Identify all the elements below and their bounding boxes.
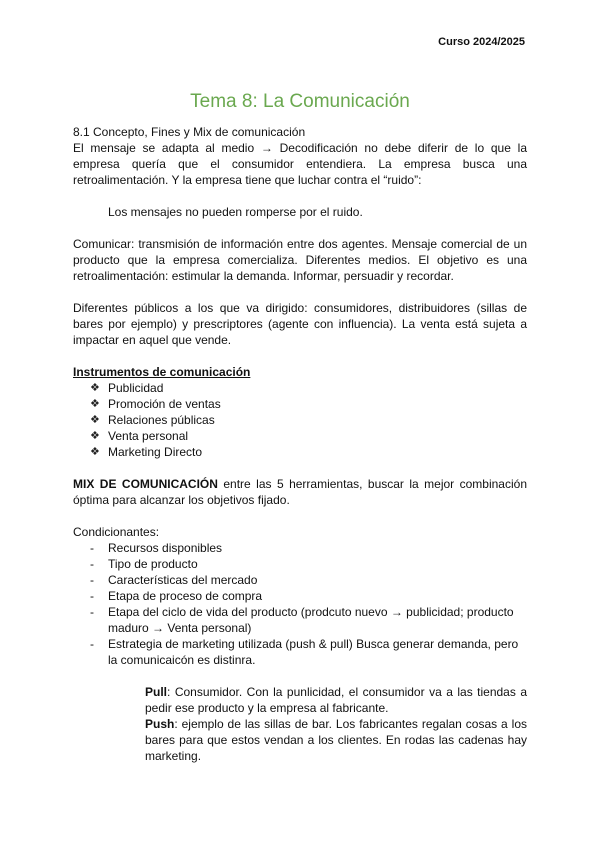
diamond-bullet-icon: ❖ bbox=[90, 446, 100, 458]
list-item: ❖ Venta personal bbox=[90, 429, 189, 443]
pull-paragraph: Pull: Consumidor. Con la punlicidad, el consumidor va a las tiendas a pedir ese producto y la empresa al fabricante. bbox=[145, 685, 527, 715]
list-item: - Estrategia de marketing utilizada (push & pull) Busca generar demanda, pero la comunicaicón es distinra. bbox=[90, 637, 519, 667]
list-item: - Etapa de proceso de compra bbox=[90, 589, 263, 603]
instruments-heading: Instrumentos de comunicación bbox=[73, 365, 251, 379]
diamond-bullet-icon: ❖ bbox=[90, 414, 100, 426]
dash-bullet-icon: - bbox=[90, 557, 94, 571]
mix-text: entre las 5 herramientas, buscar la mejor combinación óptima para alcanzar los objetivos fijado. bbox=[73, 477, 527, 507]
paragraph-message: El mensaje se adapta al medio → Decodificación no debe diferir de lo que la empresa quería que el consumidor entendiera. La empresa busca una retroalimentación. Y la empresa tiene que luchar contra el “ruido”: bbox=[73, 141, 527, 187]
instruments-list bbox=[73, 380, 527, 460]
paragraph-mix bbox=[73, 476, 527, 508]
diamond-bullet-icon: ❖ bbox=[90, 430, 100, 442]
dash-bullet-icon: - bbox=[90, 589, 94, 603]
diamond-bullet-icon: ❖ bbox=[90, 398, 100, 410]
section-heading: 8.1 Concepto, Fines y Mix de comunicación bbox=[73, 125, 306, 139]
list-item: ❖ Promoción de ventas bbox=[90, 397, 221, 411]
list-item: ❖ Marketing Directo bbox=[90, 445, 203, 459]
push-paragraph: Push: ejemplo de las sillas de bar. Los fabricantes regalan cosas a los bares para que estos vendan a los clientes. En rodas las cadenas hay marketing. bbox=[145, 717, 527, 763]
pull-label: Pull bbox=[145, 685, 168, 699]
quote-noise: Los mensajes no pueden romperse por el ruido. bbox=[108, 205, 363, 219]
paragraph-communicate: Comunicar: transmisión de información entre dos agentes. Mensaje comercial de un producto que la empresa comercializa. Diferentes medios. El objetivo es una retroalimentación: estimular la demanda. Informar, persuadir y recordar. bbox=[73, 237, 527, 283]
list-item: ❖ Publicidad bbox=[90, 381, 164, 395]
list-item: - Etapa del ciclo de vida del producto (prodcuto nuevo → publicidad; producto maduro → Venta personal) bbox=[90, 605, 514, 635]
document-body bbox=[73, 124, 527, 764]
conditions-heading: Condicionantes: bbox=[73, 525, 160, 539]
push-label: Push bbox=[145, 717, 175, 731]
mix-label: MIX DE COMUNICACIÓN bbox=[73, 477, 218, 491]
dash-bullet-icon: - bbox=[90, 573, 94, 587]
list-item: - Características del mercado bbox=[90, 573, 258, 587]
page-title: Tema 8: La Comunicación bbox=[190, 91, 410, 112]
list-item: - Tipo de producto bbox=[90, 557, 198, 571]
dash-bullet-icon: - bbox=[90, 605, 94, 619]
conditions-list bbox=[73, 540, 527, 668]
course-label: Curso 2024/2025 bbox=[438, 36, 525, 48]
dash-bullet-icon: - bbox=[90, 637, 94, 651]
list-item: - Recursos disponibles bbox=[90, 541, 223, 555]
dash-bullet-icon: - bbox=[90, 541, 94, 555]
diamond-bullet-icon: ❖ bbox=[90, 382, 100, 394]
paragraph-audiences: Diferentes públicos a los que va dirigido: consumidores, distribuidores (sillas de bares por ejemplo) y prescriptores (agente con influencia). La venta está sujeta a impactar en aquel que vende. bbox=[73, 301, 527, 347]
list-item: ❖ Relaciones públicas bbox=[90, 413, 215, 427]
